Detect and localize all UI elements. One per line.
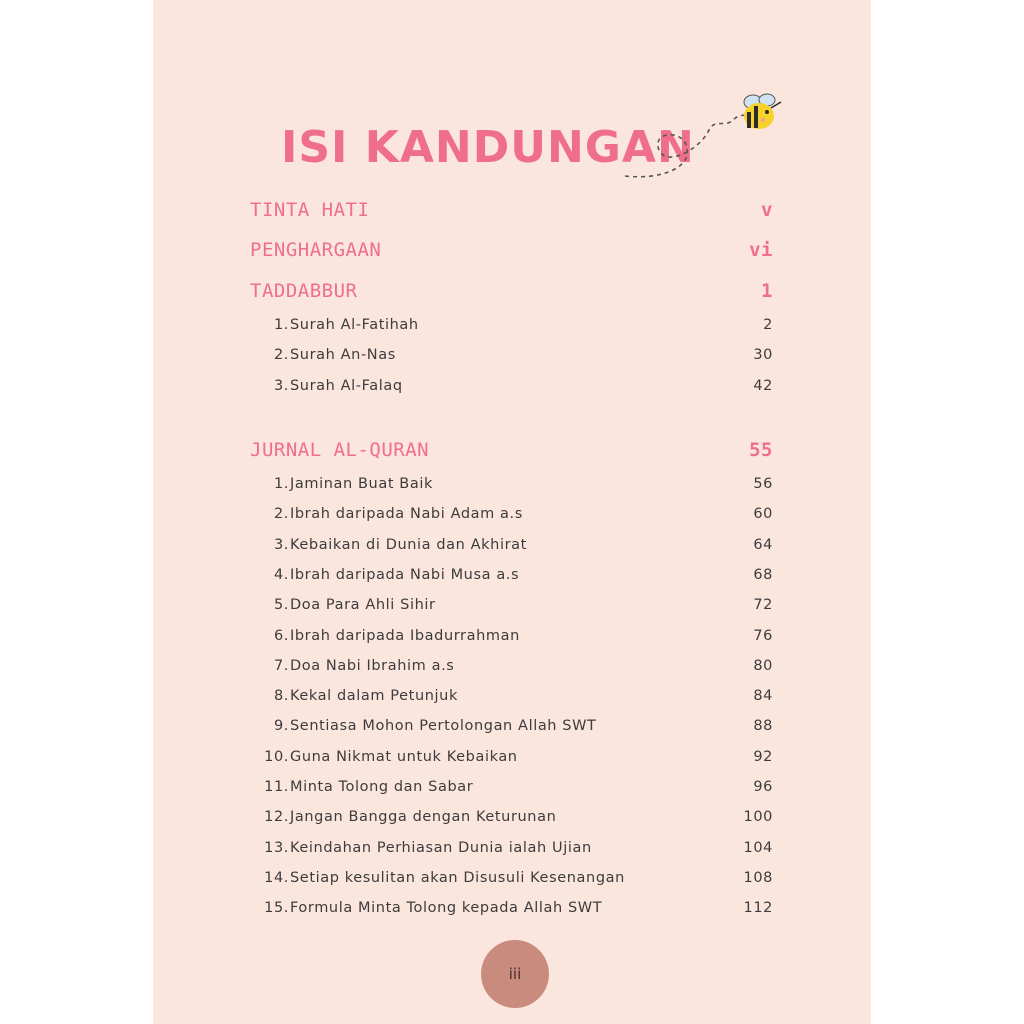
toc-item-title: Kekal dalam Petunjuk [290,688,458,705]
toc-item-page: 88 [753,718,773,735]
toc-item-title: Ibrah daripada Nabi Musa a.s [290,566,520,583]
toc-item-number: 8. [273,688,289,705]
toc-section-page: vi [749,239,773,261]
toc-item-number: 5. [273,597,289,614]
toc-item [250,563,773,587]
toc-item-number: 14. [264,869,289,886]
page-number-badge [481,940,549,1008]
toc-item [250,745,773,769]
toc-item [250,502,773,526]
toc-item-title: Doa Nabi Ibrahim a.s [290,657,455,674]
toc-item-title: Jaminan Buat Baik [290,476,433,492]
toc-item-number: 3. [273,536,289,553]
toc-item-page: 60 [753,506,773,523]
page-number: iii [508,965,522,983]
toc-item-page: 68 [753,566,773,583]
toc-item-page: 42 [753,377,773,394]
toc-item [250,313,773,337]
toc-section-title: JURNAL AL-QURAN [250,439,430,461]
toc-item-title: Formula Minta Tolong kepada Allah SWT [290,900,603,917]
toc-item-number: 2. [273,506,289,523]
toc-item [250,654,773,678]
toc-item [250,896,773,920]
toc-item-number: 13. [264,839,289,856]
toc-item [250,684,773,708]
toc-item [250,472,773,496]
toc-item-title: Kebaikan di Dunia dan Akhirat [290,536,527,553]
toc-item [250,374,773,398]
toc-item-number: 6. [273,627,289,644]
toc-item-number: 3. [273,377,289,394]
toc-item-page: 96 [753,779,773,795]
toc-item-title: Keindahan Perhiasan Dunia ialah Ujian [290,839,592,856]
toc-item-number: 9. [273,718,289,735]
toc-item-page: 104 [743,839,773,856]
toc-item-page: 112 [743,900,773,917]
toc-item-page: 84 [753,688,773,705]
toc-item-page: 64 [753,536,773,553]
toc-item-page: 30 [753,347,773,364]
toc-item [250,533,773,557]
toc-item-number: 2. [273,347,289,364]
toc-section [250,277,773,305]
toc-section [250,436,773,464]
toc-item-title: Surah Al-Fatihah [290,317,419,333]
toc-item-title: Ibrah daripada Nabi Adam a.s [290,506,523,523]
toc-item [250,805,773,829]
toc-item-page: 2 [763,317,773,333]
toc-item-title: Sentiasa Mohon Pertolongan Allah SWT [290,718,597,735]
toc-section-title: TADDABBUR [250,280,358,302]
toc-item-title: Jangan Bangga dengan Keturunan [290,809,557,826]
toc-item-title: Surah Al-Falaq [290,377,403,394]
toc-item-number: 4. [273,566,289,583]
toc-section-page: 1 [761,280,773,302]
toc-item [250,775,773,799]
toc-item-number: 7. [273,657,289,674]
toc-item-page: 92 [753,748,773,765]
toc-item-number: 11. [264,779,289,795]
toc-item-title: Minta Tolong dan Sabar [290,779,474,795]
toc-item-title: Doa Para Ahli Sihir [290,597,436,614]
toc-item-title: Surah An-Nas [290,347,396,364]
book-page [153,0,871,1024]
toc-item-page: 72 [753,597,773,614]
toc-section [250,196,773,224]
toc-item-number: 12. [264,809,289,826]
toc-section-title: TINTA HATI [250,199,370,221]
toc-item-title: Ibrah daripada Ibadurrahman [290,627,520,644]
toc-item-page: 100 [743,809,773,826]
toc-section [250,236,773,264]
toc-item-title: Guna Nikmat untuk Kebaikan [290,748,518,765]
toc-item-number: 15. [264,900,289,917]
toc-item-number: 1. [273,317,289,333]
toc-item [250,714,773,738]
toc-section-title: PENGHARGAAN [250,239,382,261]
toc-item-title: Setiap kesulitan akan Disusuli Kesenangan [290,869,625,886]
bee-icon [621,88,801,188]
bee-decoration [621,88,801,188]
toc-item [250,593,773,617]
toc-item [250,866,773,890]
page-title: ISI KANDUNGAN [281,122,695,173]
toc-item-page: 108 [743,869,773,886]
toc-item-page: 80 [753,657,773,674]
toc-item-page: 56 [753,476,773,492]
toc-item [250,624,773,648]
toc-item-number: 1. [273,476,289,492]
toc-item-page: 76 [753,627,773,644]
toc-item-number: 10. [264,748,289,765]
toc-section-page: v [761,199,773,221]
toc-item [250,836,773,860]
toc-item [250,343,773,367]
toc-section-page: 55 [749,439,773,461]
